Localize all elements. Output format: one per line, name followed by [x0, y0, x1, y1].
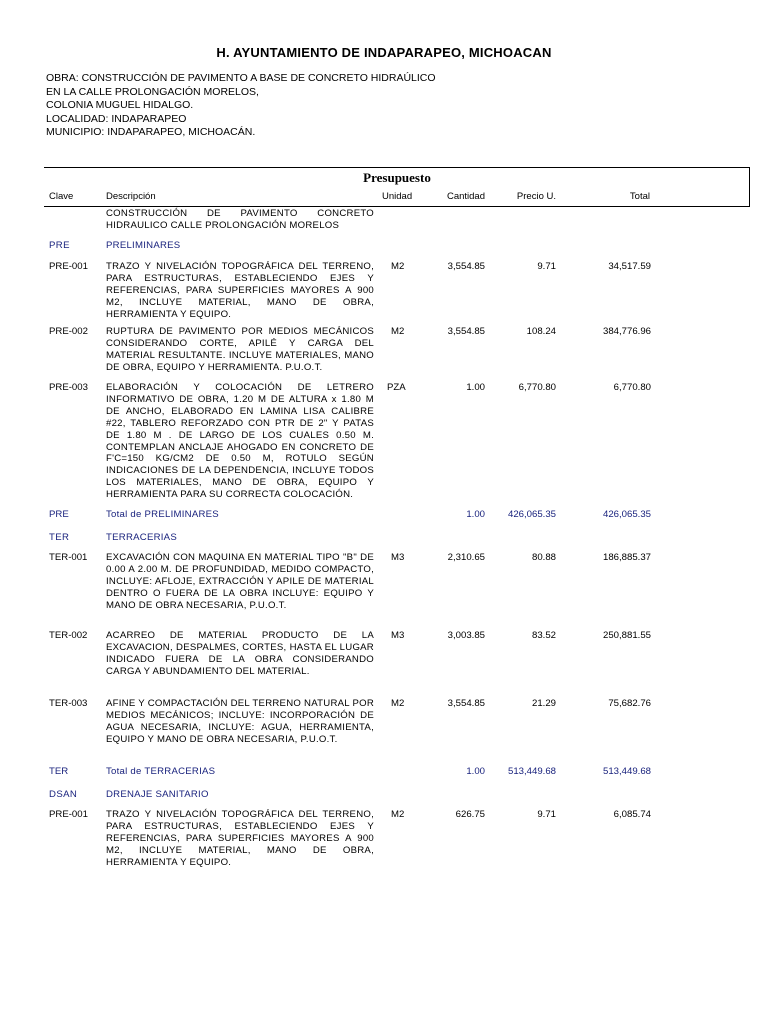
item-total: 250,881.55 [602, 630, 651, 641]
item-clave: PRE-001 [49, 809, 88, 820]
section-name: DRENAJE SANITARIO [106, 789, 209, 800]
item-unidad: M2 [391, 698, 405, 709]
item-description: EXCAVACIÓN CON MAQUINA EN MATERIAL TIPO "B" DE 0.00 A 2.00 M. DE PROFUNDIDAD, MEDIDO COMPACTO, INCLUYE: AFLOJE, EXTRACCIÓN Y APILE DE MATERIAL DENTRO O FUERA DE LA OBRA INCLUYE: EQUIPO Y MANO DE OBRA NECESARIA, P.U.O.T. [106, 552, 374, 611]
item-precio: 80.88 [531, 552, 556, 563]
col-header-descripcion: Descripción [106, 191, 156, 202]
item-clave: TER-003 [49, 698, 88, 709]
item-unidad: M3 [391, 552, 405, 563]
obra-line: MUNICIPIO: INDAPARAPEO, MICHOACÁN. [46, 126, 256, 139]
obra-line: COLONIA MUGUEL HIDALGO. [46, 99, 194, 112]
item-clave: PRE-001 [49, 261, 88, 272]
item-total: 6,770.80 [613, 382, 651, 393]
total-precio: 426,065.35 [507, 509, 556, 520]
item-cantidad: 3,554.85 [447, 326, 485, 337]
item-precio: 6,770.80 [518, 382, 556, 393]
item-description: TRAZO Y NIVELACIÓN TOPOGRÁFICA DEL TERRENO, PARA ESTRUCTURAS, ESTABLECIENDO EJES Y REFERENCIAS, PARA SUPERFICIES MAYORES A 900 M2, INCLUYE MATERIAL, MANO DE OBRA, HERRAMIENTA Y EQUIPO. [106, 261, 374, 320]
item-precio: 21.29 [531, 698, 556, 709]
item-total: 34,517.59 [608, 261, 651, 272]
total-total: 513,449.68 [602, 766, 651, 777]
item-total: 384,776.96 [602, 326, 651, 337]
item-unidad: M3 [391, 630, 405, 641]
item-total: 186,885.37 [602, 552, 651, 563]
item-precio: 83.52 [531, 630, 556, 641]
item-cantidad: 3,554.85 [447, 261, 485, 272]
obra-info [46, 72, 436, 140]
obra-line: LOCALIDAD: INDAPARAPEO [46, 112, 187, 125]
col-header-clave: Clave [49, 191, 74, 202]
total-code: PRE [49, 509, 69, 520]
item-precio: 9.71 [537, 261, 556, 272]
item-cantidad: 3,003.85 [447, 630, 485, 641]
col-header-total: Total [629, 191, 650, 202]
page-title: H. AYUNTAMIENTO DE INDAPARAPEO, MICHOACAN [216, 45, 552, 60]
section-code: TER [49, 532, 70, 543]
item-total: 6,085.74 [613, 809, 651, 820]
section-code: DSAN [49, 789, 78, 800]
total-label: Total de PRELIMINARES [106, 509, 219, 520]
item-description: RUPTURA DE PAVIMENTO POR MEDIOS MECÁNICOS CONSIDERANDO CORTE, APILÉ Y CARGA DEL MATERIAL RESULTANTE. INCLUYE MATERIALES, MANO DE OBRA, EQUIPO Y HERRAMIENTA. P.U.O.T. [106, 326, 374, 373]
col-header-precio: Precio U. [516, 191, 556, 202]
obra-line: EN LA CALLE PROLONGACIÓN MORELOS, [46, 85, 259, 98]
item-unidad: PZA [387, 382, 406, 393]
total-cantidad: 1.00 [466, 509, 485, 520]
item-clave: TER-001 [49, 552, 88, 563]
col-header-unidad: Unidad [382, 191, 413, 202]
obra-line: OBRA: CONSTRUCCIÓN DE PAVIMENTO A BASE DE CONCRETO HIDRAÚLICO [46, 72, 436, 84]
total-code: TER [49, 766, 69, 777]
total-label: Total de TERRACERIAS [106, 766, 216, 777]
section-name: TERRACERIAS [106, 532, 177, 543]
item-clave: PRE-003 [49, 382, 88, 393]
item-description: ELABORACIÓN Y COLOCACIÓN DE LETRERO INFORMATIVO DE OBRA, 1.20 M DE ALTURA x 1.80 M DE ANCHO, ELABORADO EN LAMINA LISA CALIBRE #22, TABLERO REFORZADO CON PTR DE 2" Y PATAS DE 1.80 M . DE LARGO DE LOS CUALES 0.50 M. CONTEMPLAN ANCLAJE AHOGADO EN CONCRETO DE F'C=150 KG/CM2 DE 0.50 M, ROTULO SEGÚN INDICACIONES DE LA DEPENDENCIA, INCLUYE TODOS LOS MATERIALES, MANO DE OBRA, EQUIPO Y HERRAMIENTA PARA SU CORRECTA COLOCACIÓN. [106, 382, 374, 501]
total-total: 426,065.35 [602, 509, 651, 520]
item-unidad: M2 [391, 326, 405, 337]
item-cantidad: 2,310.65 [447, 552, 485, 563]
item-precio: 9.71 [537, 809, 556, 820]
section-name: PRELIMINARES [106, 240, 181, 251]
item-cantidad: 1.00 [466, 382, 485, 393]
item-total: 75,682.76 [608, 698, 651, 709]
item-unidad: M2 [391, 261, 405, 272]
item-cantidad: 3,554.85 [447, 698, 485, 709]
total-cantidad: 1.00 [466, 766, 485, 777]
col-header-cantidad: Cantidad [446, 191, 485, 202]
item-cantidad: 626.75 [455, 809, 485, 820]
item-description: AFINE Y COMPACTACIÓN DEL TERRENO NATURAL POR MEDIOS MECÁNICOS; INCLUYE: INCORPORACIÓN DE AGUA NECESARIA, INCLUYE: AGUA, HERRAMIENTA, EQUIPO Y MANO DE OBRA NECESARIA, P.U.O.T. [106, 698, 374, 745]
item-precio: 108.24 [526, 326, 556, 337]
project-description: CONSTRUCCIÓN DE PAVIMENTO CONCRETO HIDRAULICO CALLE PROLONGACIÓN MORELOS [106, 208, 374, 231]
section-code: PRE [49, 240, 70, 251]
total-precio: 513,449.68 [507, 766, 556, 777]
table-title: Presupuesto [363, 170, 431, 185]
item-clave: TER-002 [49, 630, 88, 641]
item-description: ACARREO DE MATERIAL PRODUCTO DE LA EXCAVACION, DESPALMES, CORTES, HASTA EL LUGAR INDICADO FUERA DE LA OBRA CONSIDERANDO CARGA Y ABUNDAMIENTO DEL MATERIAL. [106, 630, 374, 677]
item-clave: PRE-002 [49, 326, 88, 337]
item-unidad: M2 [391, 809, 405, 820]
item-description: TRAZO Y NIVELACIÓN TOPOGRÁFICA DEL TERRENO, PARA ESTRUCTURAS, ESTABLECIENDO EJES Y REFERENCIAS, PARA SUPERFICIES MAYORES A 900 M2, INCLUYE MATERIAL, MANO DE OBRA, HERRAMIENTA Y EQUIPO. [106, 809, 374, 868]
